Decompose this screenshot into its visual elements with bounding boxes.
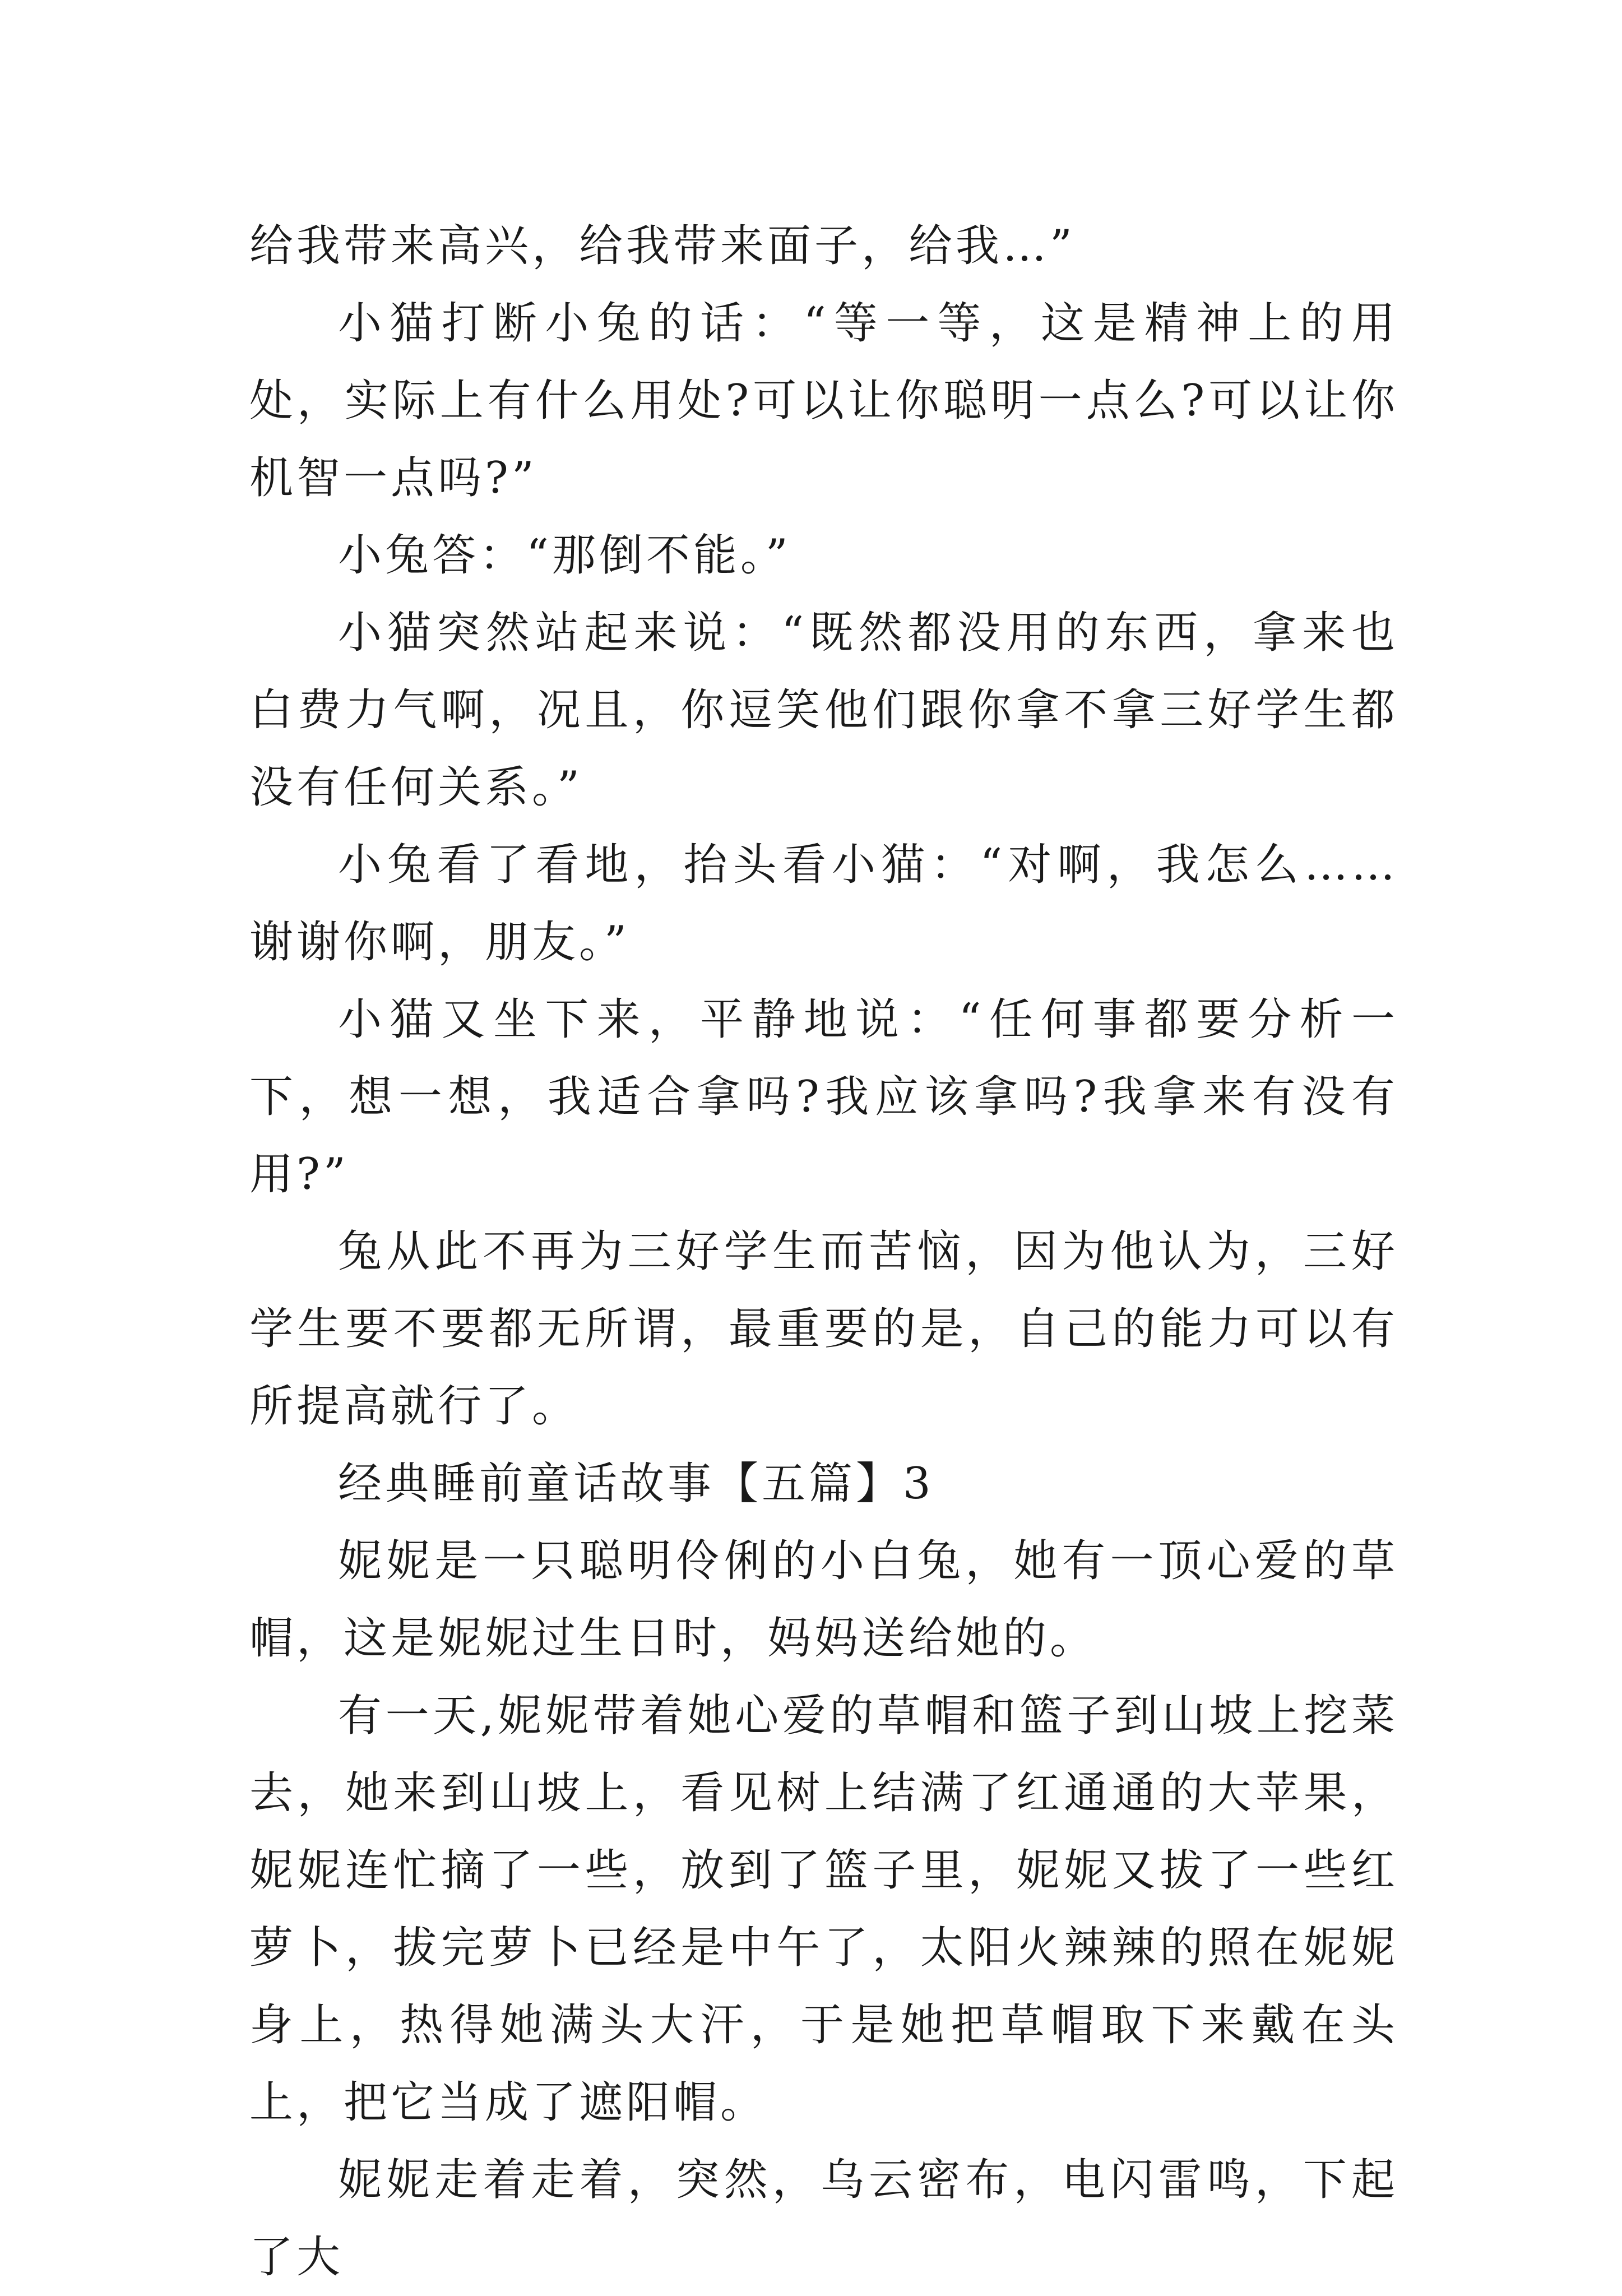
paragraph-7: 兔从此不再为三好学生而苦恼，因为他认为，三好学生要不要都无所谓，最重要的是，自己的能力可以有所提高就行了。 [249, 1226, 1398, 1432]
paragraph-6: 小猫又坐下来，平静地说：“任何事都要分析一下，想一想，我适合拿吗?我应该拿吗?我拿来有没有用?” [249, 994, 1398, 1200]
paragraph-1: 给我带来高兴，给我带来面子，给我…” [249, 221, 1076, 271]
paragraph-2: 小猫打断小兔的话：“等一等，这是精神上的用处，实际上有什么用处?可以让你聪明一点么?可以让你机智一点吗?” [249, 298, 1398, 503]
paragraph-10: 有一天,妮妮带着她心爱的草帽和篮子到山坡上挖菜去，她来到山坡上，看见树上结满了红通通的大苹果，妮妮连忙摘了一些，放到了篮子里，妮妮又拔了一些红萝卜，拔完萝卜已经是中午了，太阳火辣辣的照在妮妮身上，热得她满头大汗，于是她把草帽取下来戴在头上，把它当成了遮阳帽。 [249, 1691, 1398, 2128]
paragraph-9: 妮妮是一只聪明伶俐的小白兔，她有一顶心爱的草帽，这是妮妮过生日时，妈妈送给她的。 [249, 1536, 1398, 1664]
section-heading: 经典睡前童话故事【五篇】3 [338, 1459, 934, 1509]
document-body [249, 207, 1398, 2296]
paragraph-5: 小兔看了看地，抬头看小猫：“对啊，我怎么……谢谢你啊，朋友。” [249, 840, 1398, 968]
paragraph-4: 小猫突然站起来说：“既然都没用的东西，拿来也白费力气啊，况且，你逗笑他们跟你拿不拿三好学生都没有任何关系。” [249, 608, 1398, 813]
paragraph-11: 妮妮走着走着，突然，乌云密布，电闪雷鸣，下起了大 [249, 2155, 1398, 2283]
paragraph-3: 小兔答：“那倒不能。” [338, 530, 791, 581]
